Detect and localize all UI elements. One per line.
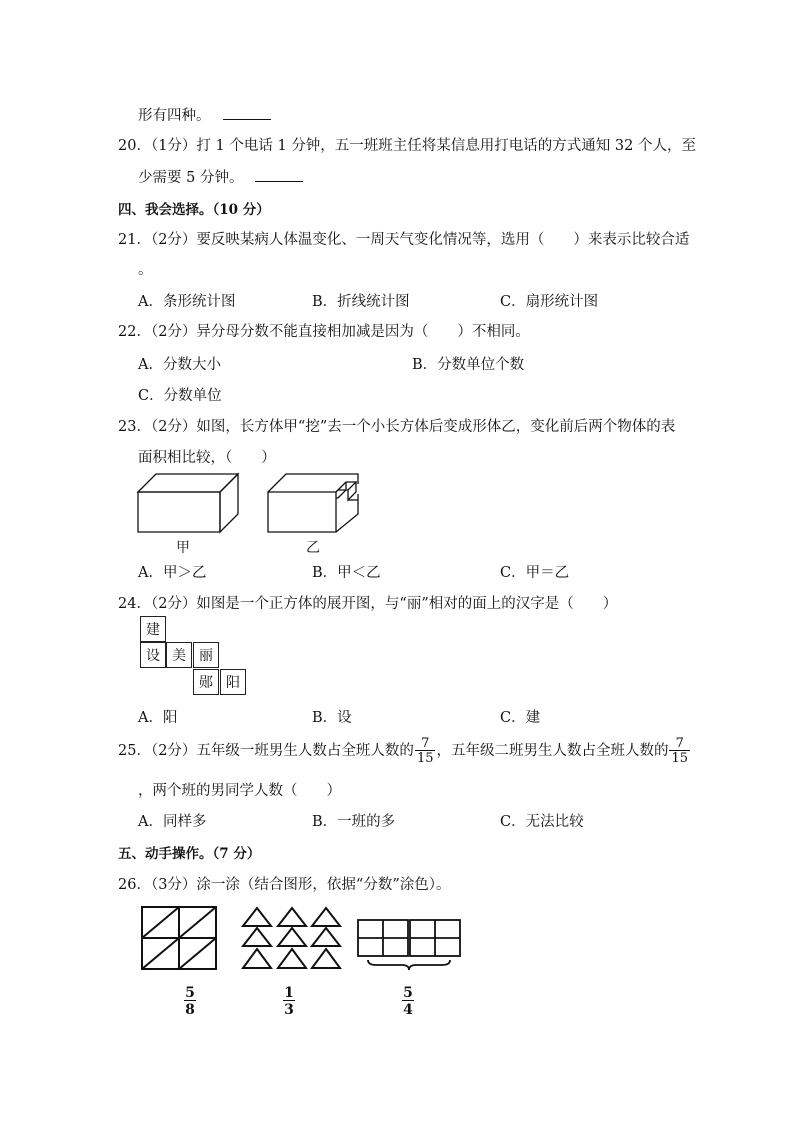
q21-option-a[interactable]: A．条形统计图 <box>138 294 236 310</box>
q24-option-c[interactable]: C．建 <box>500 710 541 726</box>
net-cell: 丽 <box>193 642 219 668</box>
figure-label-yi: 乙 <box>306 540 320 556</box>
cuboid-jia-figure <box>136 470 246 536</box>
net-cell: 郧 <box>193 669 219 695</box>
q25-line1 <box>118 737 691 765</box>
q23-option-c[interactable]: C．甲＝乙 <box>500 565 570 581</box>
answer-blank[interactable] <box>255 169 303 182</box>
q25-text-b: ，五年级二班男生人数占全班人数的 <box>436 743 669 759</box>
fraction-label <box>402 986 414 1017</box>
section-title: 五、动手操作。（7 分） <box>118 846 261 862</box>
net-cell: 建 <box>140 616 166 642</box>
q20-line1: 20．（1分）打 1 个电话 1 分钟，五一班班主任将某信息用打电话的方式通知 32 个人，至 <box>118 138 696 154</box>
q24-option-b[interactable]: B．设 <box>312 710 352 726</box>
fraction <box>415 737 436 765</box>
q23-line1: 23．（2分）如图，长方体甲“挖”去一个小长方体后变成形体乙，变化前后两个物体的表 <box>118 419 676 435</box>
q25-line2: ，两个班的男同学人数（ ） <box>138 783 341 799</box>
q22-option-c[interactable]: C．分数单位 <box>138 388 222 404</box>
denominator: 15 <box>671 751 689 766</box>
q23-option-b[interactable]: B．甲＜乙 <box>312 565 381 581</box>
q21-line2: 。 <box>138 262 153 278</box>
q25-option-a[interactable]: A．同样多 <box>138 814 207 830</box>
denominator: 8 <box>185 1002 195 1018</box>
numerator: 5 <box>403 985 413 1001</box>
numerator: 5 <box>185 985 195 1001</box>
q25-option-b[interactable]: B．一班的多 <box>312 814 396 830</box>
net-cell: 美 <box>166 642 192 668</box>
answer-blank[interactable] <box>223 107 271 120</box>
square-grid-figure[interactable] <box>141 906 217 970</box>
fraction-label <box>283 986 295 1017</box>
net-cell: 阳 <box>220 669 246 695</box>
q21-option-c[interactable]: C．扇形统计图 <box>500 294 599 310</box>
numerator: 1 <box>284 985 294 1001</box>
q24-option-a[interactable]: A．阳 <box>138 710 178 726</box>
q26-line1: 26．（3分）涂一涂（结合图形，依据“分数”涂色）。 <box>118 877 451 893</box>
denominator: 3 <box>284 1002 294 1018</box>
denominator: 15 <box>416 751 434 766</box>
section-title: 四、我会选择。（10 分） <box>118 202 270 218</box>
q25-text-a: 25．（2分）五年级一班男生人数占全班人数的 <box>118 743 414 759</box>
q23-line2: 面积相比较，（ ） <box>138 450 276 466</box>
numerator: 7 <box>675 736 684 751</box>
denominator: 4 <box>403 1002 413 1018</box>
triangles-figure[interactable] <box>240 906 344 972</box>
q22-option-a[interactable]: A．分数大小 <box>138 357 221 373</box>
q24-line1: 24．（2分）如图是一个正方体的展开图，与“丽”相对的面上的汉字是（ ） <box>118 596 618 612</box>
q23-option-a[interactable]: A．甲＞乙 <box>138 565 207 581</box>
q21-option-b[interactable]: B．折线统计图 <box>312 294 410 310</box>
q20-line2 <box>138 166 303 187</box>
q25-option-c[interactable]: C．无法比较 <box>500 814 584 830</box>
figure-label-jia: 甲 <box>176 540 190 556</box>
q22-line1: 22．（2分）异分母分数不能直接相加减是因为（ ）不相同。 <box>118 324 530 340</box>
q21-line1: 21．（2分）要反映某病人体温变化、一周天气变化情况等，选用（ ）来表示比较合适 <box>118 232 690 248</box>
cuboid-yi-figure <box>266 470 366 536</box>
q20-line2-text: 少需要 5 分钟。 <box>138 170 244 186</box>
numerator: 7 <box>421 736 430 751</box>
q19-tail-text: 形有四种。 <box>138 108 211 124</box>
q22-option-b[interactable]: B．分数单位个数 <box>412 357 525 373</box>
fraction-label <box>184 986 196 1017</box>
q19-tail <box>138 104 271 125</box>
rectangle-cells-figure[interactable] <box>356 918 462 972</box>
net-cell: 设 <box>140 642 166 668</box>
fraction <box>669 737 690 765</box>
